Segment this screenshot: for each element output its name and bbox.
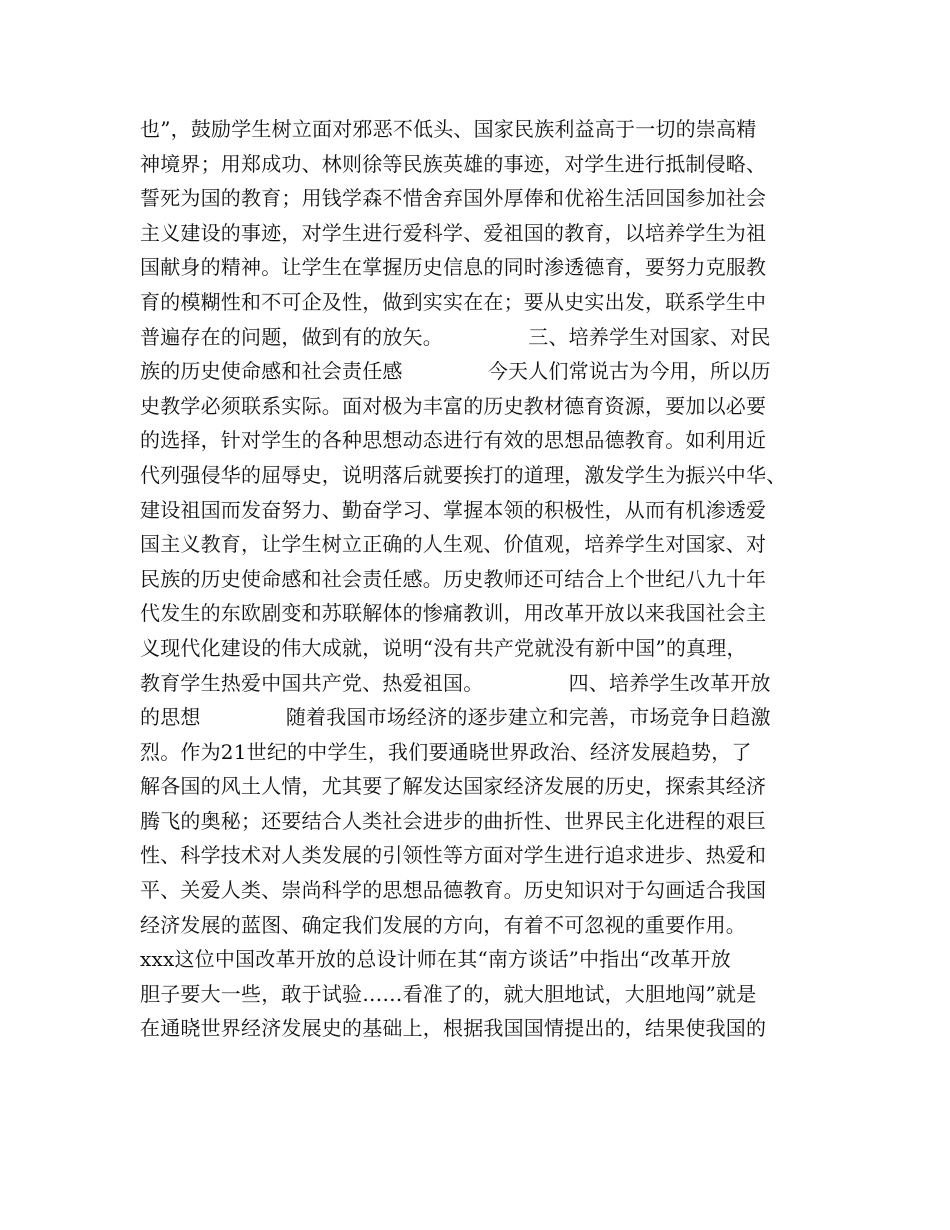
text-line: 胆子要大一些，敢于试验……看准了的，就大胆地试，大胆地闯”就是	[140, 981, 757, 1006]
text-line: 在通晓世界经济发展史的基础上，根据我国国情提出的，结果使我国的	[140, 1016, 767, 1041]
text-line: 的选择，针对学生的各种思想动态进行有效的思想品德教育。如利用近	[140, 428, 767, 453]
text-line: 普遍存在的问题，做到有的放矢。 三、培养学生对国家、对民	[140, 324, 771, 349]
text-line: 国主义教育，让学生树立正确的人生观、价值观，培养学生对国家、对	[140, 532, 767, 557]
text-line: 经济发展的蓝图、确定我们发展的方向，有着不可忽视的重要作用。	[140, 912, 746, 937]
text-line: 主义建设的事迹，对学生进行爱科学、爱祖国的教育，以培养学生为祖	[140, 220, 767, 245]
text-line: 族的历史使命感和社会责任感 今天人们常说古为今用，所以历	[140, 359, 771, 384]
text-line: 的思想 随着我国市场经济的逐步建立和完善，市场竞争日趋激	[140, 705, 771, 730]
text-line: 义现代化建设的伟大成就，说明“没有共产党就没有新中国”的真理，	[140, 635, 747, 660]
text-line: 代发生的东欧剧变和苏联解体的惨痛教训，用改革开放以来我国社会主	[140, 601, 767, 626]
text-line: 性、科学技术对人类发展的引领性等方面对学生进行追求进步、热爱和	[140, 843, 767, 868]
text-line: 解各国的风土人情，尤其要了解发达国家经济发展的历史，探索其经济	[140, 774, 767, 799]
text-line: xxx这位中国改革开放的总设计师在其“南方谈话”中指出“改革开放	[140, 947, 731, 972]
text-line: 育的模糊性和不可企及性，做到实实在在；要从史实出发，联系学生中	[140, 289, 767, 314]
text-line: 建设祖国而发奋努力、勤奋学习、掌握本领的积极性，从而有机渗透爱	[140, 497, 767, 522]
text-line: 国献身的精神。让学生在掌握历史信息的同时渗透德育，要努力克服教	[140, 255, 767, 280]
text-line: 腾飞的奥秘；还要结合人类社会进步的曲折性、世界民主化进程的艰巨	[140, 808, 767, 833]
text-line: 史教学必须联系实际。面对极为丰富的历史教材德育资源，要加以必要	[140, 393, 767, 418]
text-line: 平、关爱人类、崇尚科学的思想品德教育。历史知识对于勾画适合我国	[140, 878, 767, 903]
text-line: 教育学生热爱中国共产党、热爱祖国。 四、培养学生改革开放	[140, 670, 771, 695]
body-text	[140, 112, 830, 1046]
text-line: 民族的历史使命感和社会责任感。历史教师还可结合上个世纪八九十年	[140, 566, 767, 591]
text-line: 也”，鼓励学生树立面对邪恶不低头、国家民族利益高于一切的崇高精	[140, 117, 757, 141]
text-line: 誓死为国的教育；用钱学森不惜舍弃国外厚俸和优裕生活回国参加社会	[140, 186, 767, 211]
text-line: 烈。作为21世纪的中学生，我们要通晓世界政治、经济发展趋势，了	[140, 739, 752, 764]
text-line: 神境界；用郑成功、林则徐等民族英雄的事迹，对学生进行抵制侵略、	[140, 151, 767, 176]
text-line: 代列强侵华的屈辱史，说明落后就要挨打的道理，激发学生为振兴中华、	[140, 462, 787, 487]
